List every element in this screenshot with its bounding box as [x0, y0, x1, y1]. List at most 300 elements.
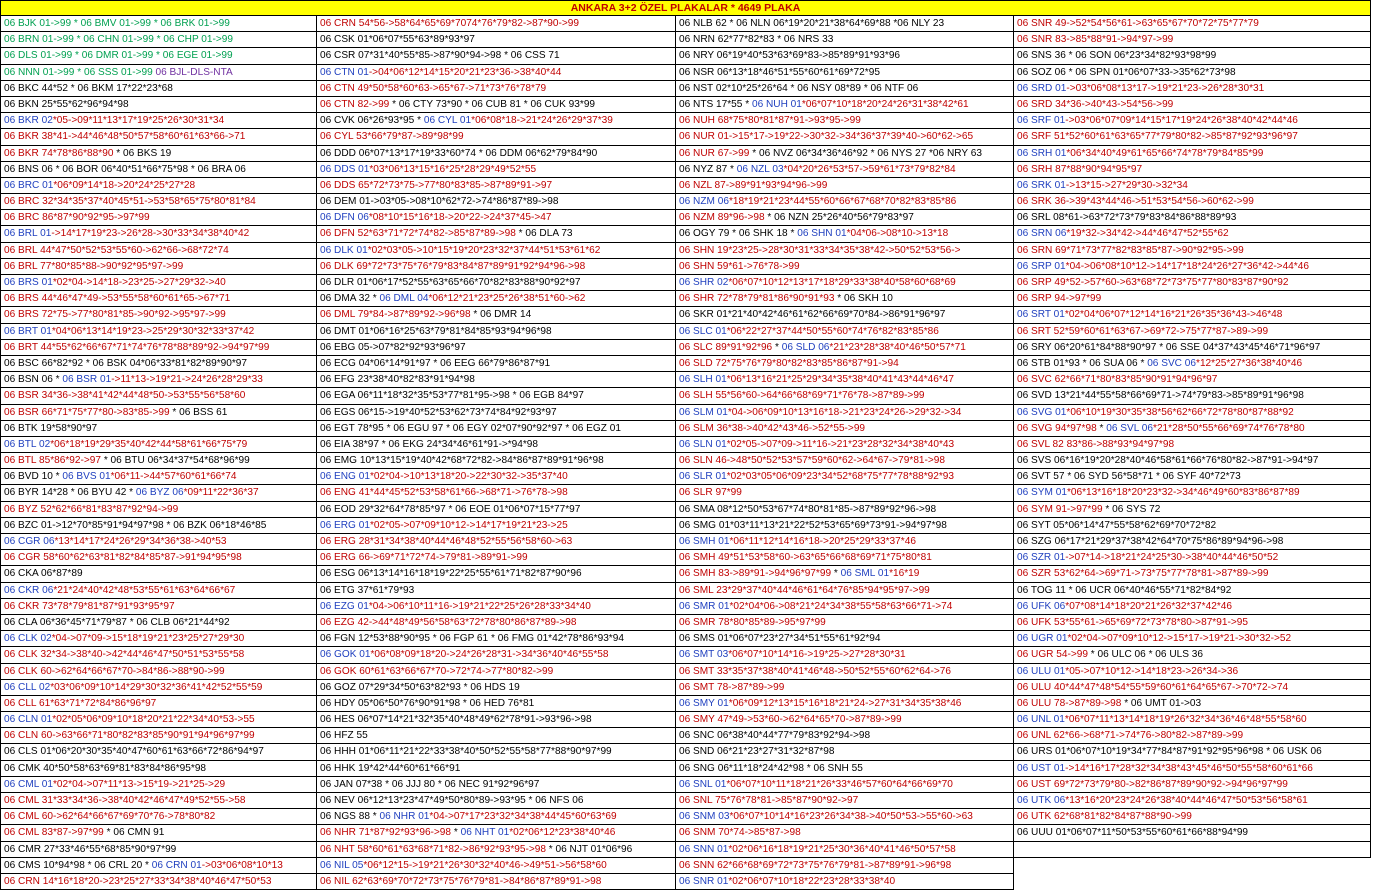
- plate-cell: [675, 858, 1014, 874]
- plate-text: 06 JAN 07*38 * 06 JJJ 80 * 06 NEC 91*92*96*97: [320, 778, 540, 790]
- plate-text: * 06 NJT 01*06*96: [548, 843, 633, 855]
- plate-text: 06 CLK 02: [4, 633, 52, 645]
- plate-text: 06 SVL 82 83*86->88*93*94*97*98: [1017, 438, 1175, 450]
- plate-text: 06 BTK 19*58*90*97: [4, 422, 98, 434]
- plate-cell: [316, 421, 676, 437]
- plate-cell: [316, 324, 676, 340]
- plate-text: 06 SNL 75*76*78*81->85*87*90*92->97: [679, 795, 859, 806]
- plate-text: 06 UST 01: [1017, 762, 1066, 774]
- plate-cell: [316, 744, 676, 760]
- plate-text: 06 NRY 06*19*40*53*63*69*83->85*89*91*93*96: [679, 50, 901, 62]
- plate-cell: [0, 664, 317, 680]
- sheet-title: ANKARA 3+2 ÖZEL PLAKALAR * 4649 PLAKA: [0, 0, 1371, 16]
- plate-cell: [0, 388, 317, 404]
- plate-text: *04*06*13*14*19*23->25*29*30*32*33*37*42: [51, 325, 255, 337]
- plate-column: [0, 16, 317, 890]
- plate-cell: [675, 275, 1014, 291]
- plate-text: * 06 DLA 73: [518, 228, 573, 240]
- plate-cell: [0, 793, 317, 809]
- plate-text: ->11*13->19*21->24*26*28*29*33: [111, 374, 263, 386]
- plate-cell: [675, 793, 1014, 809]
- plate-cell: [675, 405, 1014, 421]
- plate-cell: [675, 16, 1014, 32]
- plate-text: *06*09*12*13*15*16*18*21*24->27*31*34*35*38*46: [728, 697, 962, 709]
- plate-text: 06 BTL 02: [4, 438, 51, 450]
- plate-text: 06 DFN 52*63*71*72*74*82->85*87*89->98: [320, 228, 519, 240]
- plate-text: 06 DLK 01: [320, 244, 368, 256]
- plate-text: 06 BJL-DLS-NTA: [155, 66, 233, 78]
- plate-cell: [316, 566, 676, 582]
- plate-text: 06 SVG 94*97*98: [1017, 422, 1100, 434]
- plate-text: 06 EGT 78*95 * 06 EGU 97 * 06 EGY 02*07*90*92*97 * 06 EGZ 01: [320, 422, 621, 434]
- plate-cell: [316, 664, 676, 680]
- plate-text: 06 NHT 01: [460, 827, 510, 839]
- plate-text: 06 SRT 52*59*60*61*63*67->69*72->75*77*87->89->99: [1017, 325, 1269, 337]
- plate-cell: [0, 16, 317, 32]
- plate-cell: [1013, 647, 1371, 663]
- plate-text: 06 CLL 61*63*71*72*84*86*96*97: [4, 697, 157, 709]
- plate-text: 06 BSN 06 *: [4, 374, 63, 386]
- plate-text: 06 SRH 01: [1017, 147, 1067, 159]
- plate-text: 06 SHN 19*23*25->28*30*31*33*34*35*38*42->50*52*53*56->: [679, 244, 961, 256]
- plate-text: 06 SMR 78*80*85*89->95*97*99: [679, 616, 826, 628]
- plate-text: 06 BKR 02: [4, 115, 53, 127]
- plate-text: 06 EZG 01: [320, 600, 369, 612]
- plate-text: 06 FGN 12*53*88*90*95 * 06 FGP 61 * 06 FMG 01*42*78*86*93*94: [320, 633, 624, 645]
- plate-text: ->14*16*17*28*32*34*38*43*45*46*50*55*58*60*61*66: [1065, 762, 1313, 774]
- plate-text: *05->09*11*13*17*19*25*26*30*31*34: [52, 115, 225, 127]
- plate-cell: [675, 226, 1014, 242]
- plate-cell: [675, 728, 1014, 744]
- plate-cell: [1013, 502, 1371, 518]
- plate-text: 06 CRN 14*16*18*20->23*25*27*33*34*38*40*46*47*50*53: [4, 875, 272, 887]
- plate-cell: [316, 340, 676, 356]
- plate-text: *02*04*06->08*21*24*34*38*55*58*63*66*71->74: [729, 600, 953, 612]
- plate-cell: [675, 372, 1014, 388]
- plate-text: 06 SZR 53*62*64->69*71->73*75*77*78*81->87*89->99: [1017, 568, 1269, 580]
- plate-text: 06 SLR 01: [679, 471, 727, 483]
- plate-text: *02*04->14*18->23*25->27*29*32->40: [52, 277, 226, 288]
- plate-cell: [316, 842, 676, 858]
- plate-text: 06 NUH 68*75*80*81*87*91->93*95->99: [679, 115, 861, 127]
- plate-text: ->03*06*08*10*13: [201, 859, 283, 871]
- plate-text: * 06 BKS 19: [116, 147, 172, 159]
- plate-text: ->14*17*19*23->26*28->30*33*34*38*40*42: [51, 228, 250, 240]
- plate-text: 06 BRS 72*75->77*80*81*85->90*92->95*97->99: [4, 309, 226, 321]
- plate-cell: [675, 809, 1014, 825]
- plate-text: 06 SMY 47*49->53*60->62*64*65*70->87*89->99: [679, 714, 902, 726]
- plate-text: 06 SNM 03: [679, 811, 730, 823]
- plate-text: *21*24*40*42*48*53*55*61*63*64*66*67: [53, 584, 236, 596]
- plate-text: *06*08*18->21*24*26*29*37*39: [471, 115, 613, 127]
- plate-cell: [0, 583, 317, 599]
- plate-text: 06 ULU 78->87*89->98: [1017, 697, 1125, 709]
- plate-cell: [316, 550, 676, 566]
- plate-text: 06 ULU 01: [1017, 665, 1066, 677]
- plate-text: 06 SND 06*21*23*27*31*32*87*98: [679, 746, 835, 758]
- plate-cell: [1013, 712, 1371, 728]
- plate-text: 06 SRP 01: [1017, 260, 1066, 272]
- plate-text: 06 UFK 06: [1017, 600, 1066, 612]
- plate-cell: [0, 340, 317, 356]
- plate-text: 06 ULU 40*44*47*48*54*55*59*60*61*64*65*67->70*72->74: [1017, 681, 1289, 693]
- plate-text: 06 SRD 34*36->40*43->54*56->99: [1017, 98, 1174, 110]
- plate-text: 06 BRT 01: [4, 325, 52, 337]
- plate-cell: [0, 485, 317, 501]
- plate-cell: [1013, 664, 1371, 680]
- plate-cell: [0, 647, 317, 663]
- plate-cell: [675, 453, 1014, 469]
- plate-cell: [316, 48, 676, 64]
- plate-text: 06 NZL 03: [736, 163, 784, 175]
- plate-text: 06 BRS 44*46*47*49->53*55*58*60*61*65->67*71: [4, 293, 231, 305]
- plate-cell: [316, 32, 676, 48]
- plate-cell: [316, 599, 676, 615]
- plate-text: * 06 SYS 72: [1105, 503, 1161, 515]
- plate-text: *02*03*05->10*15*19*20*23*32*37*44*51*53*61*62: [367, 244, 601, 256]
- plate-cell: [316, 178, 676, 194]
- plate-text: 06 BRN 01->99 * 06 CHN 01->99 * 06 CHP 01->99: [4, 34, 234, 46]
- plate-text: 06 CLL 02: [4, 681, 51, 693]
- plate-text: 06 SKR 01*21*40*42*46*61*62*66*69*70*84->86*91*96*97: [679, 309, 946, 321]
- plate-text: 06 BKN 25*55*62*96*94*98: [4, 98, 129, 110]
- plate-cell: [1013, 146, 1371, 162]
- plate-cell: [1013, 680, 1371, 696]
- plate-cell: [316, 761, 676, 777]
- plate-text: *04->06*10*11*16->19*21*22*25*26*28*33*34*40: [368, 600, 591, 612]
- plate-text: *: [1099, 422, 1107, 434]
- plate-cell: [316, 162, 676, 178]
- plate-cell: [675, 291, 1014, 307]
- plate-text: 06 UGR 54->99: [1017, 649, 1091, 661]
- plate-cell: [1013, 453, 1371, 469]
- plate-text: 06 SRK 01: [1017, 179, 1066, 191]
- plate-text: *05->07*10*12->14*18*23->26*34->36: [1065, 665, 1239, 677]
- plate-text: 06 BYZ 52*62*66*81*83*87*92*94->99: [4, 503, 179, 515]
- plate-text: * 06 ULC 06 * 06 ULS 36: [1090, 649, 1204, 661]
- plate-text: 06 SRL 08*61->63*72*73*79*83*84*86*88*89*93: [1017, 212, 1237, 224]
- plate-text: * 06 NZN 25*26*40*56*79*83*97: [767, 212, 914, 224]
- plate-text: ->04*06*12*14*15*20*21*23*36->38*40*44: [368, 66, 562, 78]
- plate-text: *21*28*50*55*66*69*74*76*78*80: [1153, 422, 1305, 434]
- plate-cell: [675, 97, 1014, 113]
- plate-cell: [675, 550, 1014, 566]
- plate-text: 06 SLN 46->48*50*52*53*57*59*60*62->64*67->79*81->98: [679, 455, 946, 467]
- plate-text: *04->07*17*23*32*34*38*44*45*60*63*69: [429, 811, 617, 823]
- plate-text: 06 HES 06*07*14*21*32*35*40*48*49*62*78*91->93*96->98: [320, 714, 592, 726]
- plate-grid: [0, 16, 1371, 887]
- plate-cell: [0, 680, 317, 696]
- plate-cell: [675, 777, 1014, 793]
- plate-cell: [1013, 48, 1371, 64]
- plate-text: 06 EIA 38*97 * 06 EKG 24*34*46*61*91->*94*98: [320, 438, 539, 450]
- plate-text: 06 ERG 28*31*34*38*40*44*46*48*52*55*56*58*60->63: [320, 536, 573, 547]
- plate-cell: [675, 194, 1014, 210]
- plate-text: 06 SYT 05*06*14*47*55*58*62*69*70*72*82: [1017, 519, 1217, 531]
- plate-cell: [0, 534, 317, 550]
- plate-cell: [1013, 761, 1371, 777]
- plate-text: 06 CSR 07*31*40*55*85->87*90*94->98 * 06 CSS 71: [320, 50, 560, 62]
- plate-text: 06 CRN 54*56->58*64*65*69*7074*76*79*82->87*90->99: [320, 18, 580, 29]
- plate-cell: [0, 777, 317, 793]
- plate-text: 06 SVG 01: [1017, 406, 1067, 418]
- plate-text: 06 BRC 32*34*35*37*40*45*51->53*58*65*75*80*81*84: [4, 196, 256, 208]
- plate-cell: [0, 65, 317, 81]
- plate-cell: [316, 388, 676, 404]
- plate-text: 06 CVK 06*26*93*95 *: [320, 115, 424, 127]
- plate-text: 06 TOG 11 * 06 UCR 06*40*46*55*71*82*84*92: [1017, 584, 1232, 596]
- plate-cell: [0, 356, 317, 372]
- plate-cell: [675, 340, 1014, 356]
- plate-text: 06 CLS 01*06*20*30*35*40*47*60*61*63*66*72*86*94*97: [4, 746, 264, 758]
- plate-cell: [1013, 437, 1371, 453]
- plate-text: 06 DDS 65*72*73*75->77*80*83*85->87*89*91->97: [320, 179, 553, 191]
- plate-text: 06 NIL 62*63*69*70*72*73*75*76*79*81->84*86*87*89*91->98: [320, 875, 602, 887]
- plate-text: 06 CSK 01*06*07*55*63*89*93*97: [320, 34, 475, 46]
- plate-text: *04->07*09->15*18*19*21*23*25*27*29*30: [51, 633, 245, 645]
- plate-text: 06 SVD 13*21*44*55*58*66*69*71->74*79*83->85*89*91*96*98: [1017, 390, 1304, 402]
- plate-text: *02*04->07*09*10*12->15*17->19*21->30*32->52: [1067, 633, 1292, 645]
- plate-text: 06 DML 04: [379, 293, 429, 305]
- plate-text: 06 SMR 01: [679, 600, 730, 612]
- plate-text: 06 DFN 06: [320, 212, 369, 224]
- plate-text: 06 BVD 10 *: [4, 471, 63, 483]
- plate-text: 06 ERG 66->69*71*72*74->79*81->89*91->99: [320, 552, 528, 564]
- plate-cell: [675, 825, 1014, 841]
- plate-text: 06 UTK 62*68*81*82*84*87*88*90->99: [1017, 811, 1192, 823]
- plate-text: 06 BRL 44*47*50*52*53*55*60->62*66->68*72*74: [4, 244, 229, 256]
- plate-cell: [675, 744, 1014, 760]
- plate-cell: [675, 356, 1014, 372]
- plate-text: 06 DML 79*84->87*89*92->96*98: [320, 309, 474, 321]
- plate-cell: [1013, 275, 1371, 291]
- plate-cell: [1013, 129, 1371, 145]
- plate-text: 06 UUU 01*06*07*11*50*53*55*60*61*66*88*94*99: [1017, 827, 1249, 839]
- plate-cell: [1013, 291, 1371, 307]
- plate-text: 06 SZG 06*17*21*29*37*38*42*64*70*75*86*89*94*96->98: [1017, 536, 1284, 547]
- plate-text: *03*06*13*15*16*25*28*29*49*52*55: [369, 163, 537, 175]
- plate-text: 06 SVS 06*16*19*20*28*40*46*58*61*66*76*80*82->87*91->94*97: [1017, 455, 1319, 467]
- plate-cell: [1013, 696, 1371, 712]
- plate-cell: [1013, 534, 1371, 550]
- plate-cell: [675, 842, 1014, 858]
- plate-text: 06 BKR 74*78*86*88*90: [4, 147, 117, 159]
- plate-text: 06 SHR 72*78*79*81*86*90*91*93: [679, 293, 838, 305]
- plate-text: 06 CKA 06*87*89: [4, 568, 83, 580]
- plate-text: 06 CKR 73*78*79*81*87*91*93*95*97: [4, 600, 175, 612]
- plate-text: 06 UNL 62*66->68*71->74*76->80*82->87*89->99: [1017, 730, 1244, 742]
- plate-cell: [316, 615, 676, 631]
- plate-text: 06 UST 69*72*73*79*80->82*86*87*89*90*92->94*96*97*99: [1017, 778, 1288, 790]
- plate-cell: [316, 485, 676, 501]
- plate-text: *06*13*16*21*25*29*34*35*38*40*41*43*44*46*47: [726, 374, 955, 386]
- plate-text: ->03*06*07*09*14*15*17*19*24*26*38*40*42*44*46: [1065, 115, 1298, 127]
- plate-text: 06 CLN 60->63*66*71*80*82*83*85*90*91*94*96*97*99: [4, 730, 255, 742]
- plate-text: *06*10*19*30*35*38*56*62*66*72*78*80*87*88*92: [1066, 406, 1294, 418]
- plate-text: 06 SVC 06: [1147, 357, 1197, 369]
- plate-text: * 06 NVZ 06*34*36*46*92 * 06 NYS 27 *06 NRY 63: [752, 147, 982, 159]
- plate-cell: [0, 162, 317, 178]
- plate-cell: [675, 243, 1014, 259]
- plate-text: 06 BRT 44*55*62*66*67*71*74*76*78*88*89*92->94*97*99: [4, 341, 270, 353]
- plate-text: 06 BRC 01: [4, 179, 54, 191]
- plate-cell: [0, 518, 317, 534]
- plate-text: 06 CTN 82->99: [320, 98, 393, 110]
- plate-text: 06 SNS 36 * 06 SON 06*23*34*82*93*98*99: [1017, 50, 1217, 62]
- plate-cell: [0, 421, 317, 437]
- plate-text: 06 ENG 01: [320, 471, 370, 483]
- plate-text: 06 SRH 87*88*90*94*95*97: [1017, 163, 1143, 175]
- plate-column: [316, 16, 676, 890]
- plate-cell: [1013, 566, 1371, 582]
- plate-text: 06 CML 60->62*64*66*67*69*70*76->78*80*82: [4, 811, 216, 823]
- plate-text: * 06 CMN 91: [106, 827, 165, 839]
- plate-cell: [1013, 388, 1371, 404]
- plate-text: 06 BRC 86*87*90*92*95->97*99: [4, 212, 150, 224]
- plate-cell: [675, 680, 1014, 696]
- plate-text: ->07*14->18*21*24*25*30->38*40*44*46*50*52: [1065, 552, 1279, 564]
- plate-cell: [316, 874, 676, 890]
- plate-cell: [316, 81, 676, 97]
- plate-cell: [0, 405, 317, 421]
- plate-cell: [0, 243, 317, 259]
- plate-text: 06 UFK 53*55*61->65*69*72*73*78*80->87*91->95: [1017, 616, 1248, 628]
- plate-cell: [316, 405, 676, 421]
- plate-text: 06 DMA 32 *: [320, 293, 380, 305]
- plate-text: 06 SRP 94->97*99: [1017, 293, 1102, 305]
- plate-cell: [0, 858, 317, 874]
- plate-text: 06 BYZ 06: [135, 487, 184, 499]
- plate-cell: [316, 194, 676, 210]
- plate-text: 06 SMT 33*35*37*38*40*41*46*48->50*52*55*60*62*64->76: [679, 665, 952, 677]
- plate-text: 06 GOK 01: [320, 649, 371, 661]
- plate-text: 06 DDS 01: [320, 163, 370, 175]
- plate-cell: [316, 680, 676, 696]
- plate-cell: [316, 65, 676, 81]
- plate-cell: [1013, 825, 1371, 841]
- plate-cell: [0, 696, 317, 712]
- plate-text: *04->06*08*10*12->14*17*18*24*26*27*36*42->44*46: [1065, 260, 1309, 272]
- plate-text: 06 NSR 06*13*18*46*51*55*60*61*69*72*95: [679, 66, 880, 78]
- plate-text: 06 SRT 01: [1017, 309, 1065, 321]
- plate-cell: [1013, 777, 1371, 793]
- plate-text: 06 SNM 70*74->85*87->98: [679, 827, 801, 839]
- plate-cell: [0, 809, 317, 825]
- plate-text: 06 SML 23*29*37*40*44*46*61*64*76*85*94*95*97->99: [679, 584, 930, 596]
- plate-cell: [1013, 97, 1371, 113]
- plate-text: 06 BRS 01: [4, 277, 53, 288]
- plate-text: 06 NHT 58*60*61*63*68*71*82->86*92*93*95->98: [320, 843, 549, 855]
- plate-cell: [1013, 485, 1371, 501]
- plate-text: 06 BYR 14*28 * 06 BYU 42 *: [4, 487, 136, 499]
- plate-text: *06*12*15->19*21*26*30*32*40*46->49*51->56*58*60: [363, 859, 607, 871]
- plate-text: 06 HHH 01*06*11*21*22*33*38*40*50*52*55*58*77*88*90*97*99: [320, 746, 612, 758]
- plate-cell: [675, 178, 1014, 194]
- plate-text: 06 CML 83*87->97*99: [4, 827, 107, 839]
- plate-text: 06 GOZ 07*29*34*50*63*82*93 * 06 HDS 19: [320, 681, 520, 693]
- plate-cell: [1013, 469, 1371, 485]
- plate-text: 06 STB 01*93 * 06 SUA 06 *: [1017, 357, 1148, 369]
- plate-cell: [0, 842, 317, 858]
- plate-text: 06 DDD 06*07*13*17*19*33*60*74 * 06 DDM 06*62*79*84*90: [320, 147, 598, 159]
- plate-text: 06 SMH 01: [679, 536, 730, 547]
- plate-text: 06 DEM 01->03*05->08*10*62*72->74*86*87*89->98: [320, 196, 559, 208]
- plate-cell: [0, 566, 317, 582]
- plate-cell: [316, 583, 676, 599]
- plate-cell: [0, 874, 317, 890]
- plate-cell: [316, 647, 676, 663]
- plate-cell: [675, 324, 1014, 340]
- plate-text: *13*16*20*23*24*26*38*40*44*46*47*50*53*56*58*61: [1065, 795, 1308, 806]
- plate-cell: [1013, 744, 1371, 760]
- plate-cell: [675, 566, 1014, 582]
- plate-text: 06 CLN 01: [4, 714, 53, 726]
- plate-cell: [0, 469, 317, 485]
- plate-cell: [0, 744, 317, 760]
- plate-cell: [0, 226, 317, 242]
- plate-cell: [675, 113, 1014, 129]
- plate-cell: [675, 210, 1014, 226]
- plate-text: 06 SRN 69*71*73*77*82*83*85*87->90*92*95->99: [1017, 244, 1244, 256]
- plate-text: 06 BKR 38*41->44*46*48*50*57*58*60*61*63*66->71: [4, 131, 246, 143]
- plate-text: 06 SMS 01*06*07*23*27*34*51*55*61*92*94: [679, 633, 881, 645]
- plate-text: 06 NGS 88 *: [320, 811, 380, 823]
- plate-cell: [1013, 631, 1371, 647]
- plate-text: *06*09*14*18->20*24*25*27*28: [53, 179, 196, 191]
- plate-text: *06*11->44*57*60*61*66*74: [110, 471, 237, 483]
- plate-text: *: [453, 827, 461, 839]
- plate-text: 06 SLM 01: [679, 406, 728, 418]
- plate-text: 06 NYZ 87 *: [679, 163, 737, 175]
- plate-text: 06 BNS 06 * 06 BOR 06*40*51*66*75*98 * 06 BRA 06: [4, 163, 246, 175]
- plate-cell: [1013, 32, 1371, 48]
- plate-text: *06*12*21*23*25*26*38*51*60->62: [428, 293, 586, 305]
- plate-text: 06 SVC 62*66*71*80*83*85*90*91*94*96*97: [1017, 374, 1218, 386]
- plate-text: * 06 BSS 61: [172, 406, 228, 418]
- plate-text: 06 SVT 57 * 06 SYD 56*58*71 * 06 SYF 40*72*73: [1017, 471, 1241, 483]
- plate-cell: [1013, 518, 1371, 534]
- plate-cell: [316, 469, 676, 485]
- plate-text: *07*08*14*18*20*21*26*32*37*42*46: [1065, 600, 1232, 612]
- plate-text: *16*19: [889, 568, 920, 580]
- plate-text: 06 DLK 69*72*73*75*76*79*83*84*87*89*91*92*94*96->98: [320, 260, 586, 272]
- plate-text: 06 BRL 77*80*85*88->90*92*95*97->99: [4, 260, 184, 272]
- plate-cell: [316, 307, 676, 323]
- plate-text: 06 UNL 01: [1017, 714, 1065, 726]
- plate-text: 06 EOD 29*32*64*78*85*97 * 06 EOE 01*06*07*15*77*97: [320, 503, 581, 515]
- plate-cell: [0, 615, 317, 631]
- plate-cell: [1013, 162, 1371, 178]
- plate-cell: [0, 437, 317, 453]
- plate-cell: [1013, 809, 1371, 825]
- plate-text: 06 SNR 49->52*54*56*61->63*65*67*70*72*75*77*79: [1017, 18, 1259, 29]
- plate-text: *02*06*07*10*18*22*23*28*33*38*40: [728, 875, 896, 887]
- plate-text: 06 HHK 19*42*44*60*61*66*91: [320, 762, 461, 774]
- plate-cell: [0, 32, 317, 48]
- plate-text: 06 SLD 72*75*76*79*80*82*83*85*86*87*91->94: [679, 357, 899, 369]
- plate-text: 06 SMY 01: [679, 697, 729, 709]
- plate-cell: [0, 275, 317, 291]
- plate-text: 06 DLR 01*06*17*52*55*63*65*66*70*82*83*88*90*92*97: [320, 277, 581, 288]
- plate-text: 06 NUR 01->15*17->19*22->30*32->34*36*37*39*40->60*62->65: [679, 131, 974, 143]
- plate-text: 06 SHN 59*61->76*78->99: [679, 260, 800, 272]
- plate-cell: [316, 372, 676, 388]
- plate-text: 06 BVS 01: [62, 471, 111, 483]
- plate-cell: [1013, 81, 1371, 97]
- plate-cell: [316, 16, 676, 32]
- plate-cell: [0, 324, 317, 340]
- plate-cell: [675, 469, 1014, 485]
